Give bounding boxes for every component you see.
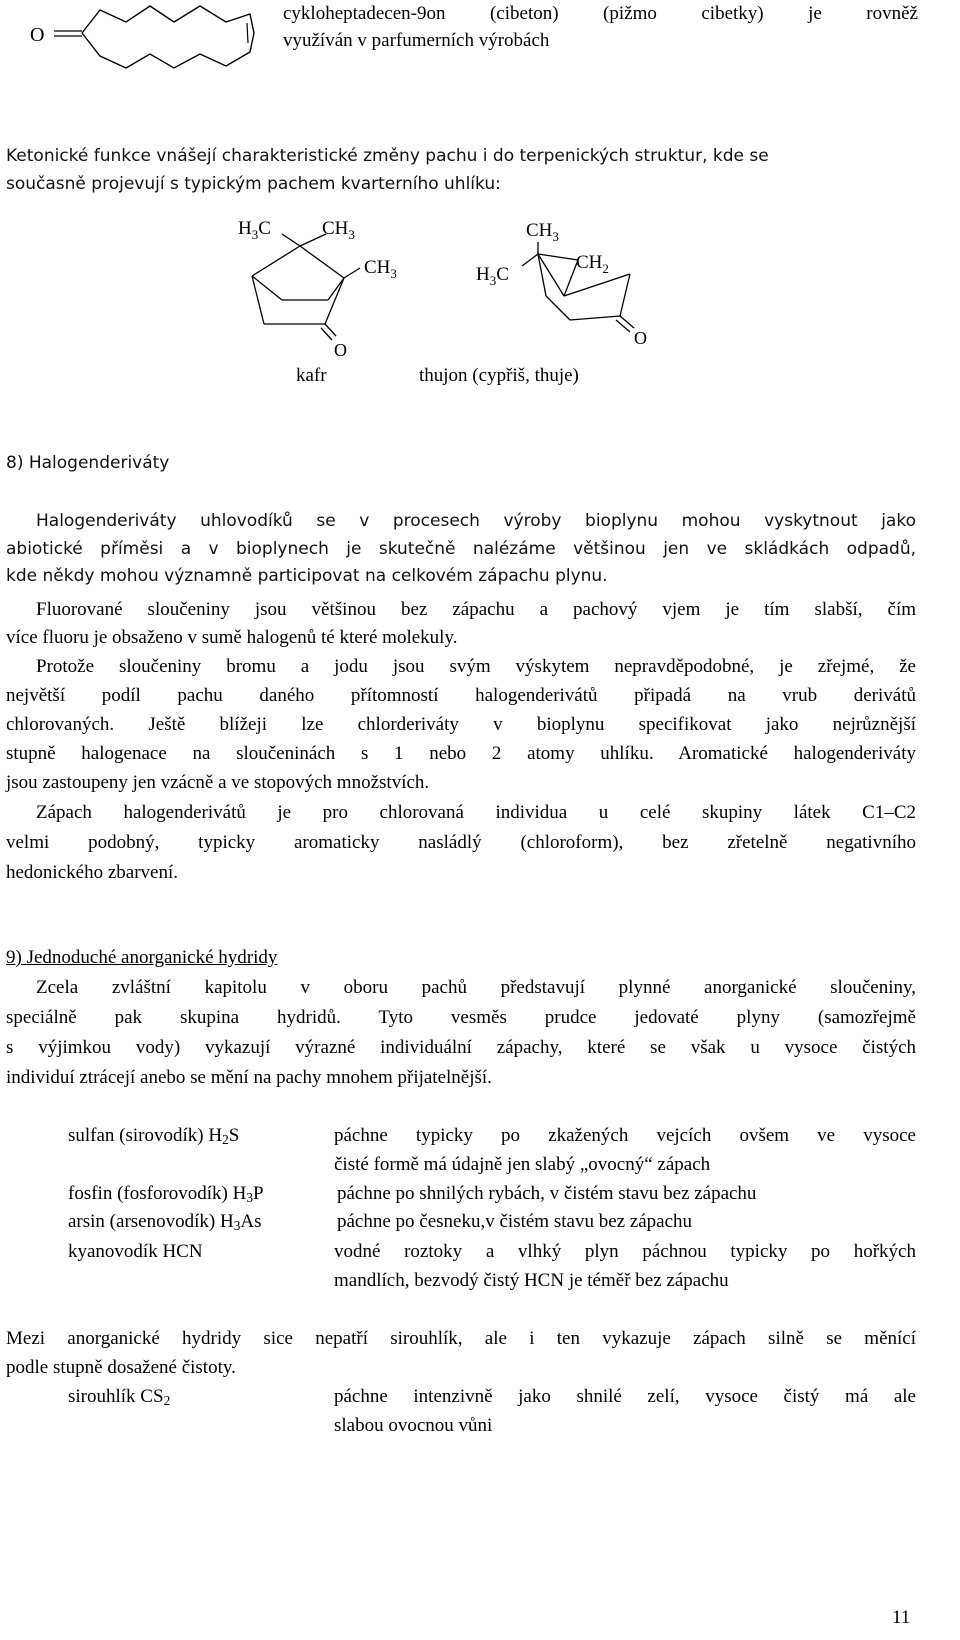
section-9-para-1-line-4: individuí ztrácejí anebo se mění na pachy mnohem přijatelnější. [6, 1067, 492, 1088]
page-number: 11 [892, 1607, 911, 1628]
hydride-sulfan-desc-2: čisté formě má údajně jen slabý „ovocný“ zápach [334, 1154, 711, 1175]
hydride-sulfan-name: sulfan (sirovodík) $H_2S$ [68, 1125, 240, 1147]
section-8-para-1-line-2: abiotické příměsi a v bioplynech je skutečně nalézáme většinou jen ve skládkách odpadů, [6, 539, 916, 559]
section-8-para-2-line-1: Fluorované sloučeniny jsou většinou bez zápachu a pachový vjem je tím slabší, čím [36, 599, 916, 620]
hydride-arsin-desc: páchne po česneku,v čistém stavu bez zápachu [337, 1211, 693, 1232]
svg-text:CH3: $CH_3$ [526, 220, 559, 244]
hydride-arsin-name: arsin (arsenovodík) $H_3As$ [68, 1211, 262, 1233]
hydride-kyanovodik-name: kyanovodík HCN [68, 1241, 203, 1262]
section-8-para-1-line-1: Halogenderiváty uhlovodíků se v procesech výroby bioplynu mohou vyskytnout jako [36, 511, 916, 531]
section-8-para-4-line-1: Zápach halogenderivátů je pro chlorovaná individua u celé skupiny látek C1–C2 [36, 802, 916, 823]
cibeton-oxygen-label: O [30, 24, 45, 46]
cs2-desc-2: slabou ovocnou vůni [334, 1415, 493, 1436]
hydride-kyanovodik-desc-2: mandlích, bezvodý čistý HCN je téměř bez zápachu [334, 1270, 729, 1291]
thujon-label: thujon (cypřiš, thuje) [419, 365, 579, 386]
section-9-para-2-line-2: podle stupně dosažené čistoty. [6, 1357, 236, 1378]
svg-text:H3C: $H_3C$ [476, 264, 509, 288]
kafr-structure [230, 210, 410, 365]
kafr-label: kafr [296, 365, 327, 386]
svg-text:H3C: $H_3C$ [238, 218, 271, 242]
cs2-name: sirouhlík $CS_2$ [68, 1386, 171, 1408]
section-9-heading: 9) Jednoduché anorganické hydridy [6, 947, 278, 968]
ketone-intro-line-1: Ketonické funkce vnášejí charakteristické změny pachu i do terpenických struktur, kde se [6, 146, 769, 166]
section-9-para-1-line-3: s výjimkou vody) vykazují výrazné individuální zápachy, které se však u vysoce čistých [6, 1037, 916, 1058]
section-8-para-3-line-3: chlorovaných. Ještě blížeji lze chlorderiváty v bioplynu specifikovat jako nejrůznější [6, 714, 916, 735]
section-8-para-4-line-2: velmi podobný, typicky aromaticky nasládlý (chloroform), bez zřetelně negativního [6, 832, 916, 853]
hydride-kyanovodik-desc-1: vodné roztoky a vlhký plyn páchnou typicky po hořkých [334, 1241, 916, 1262]
cibeton-caption-line-1: cykloheptadecen-9on (cibeton) (pižmo cibetky) je rovněž [283, 3, 918, 24]
section-9-para-1-line-1: Zcela zvláštní kapitolu v oboru pachů představují plynné anorganické sloučeniny, [36, 977, 916, 998]
section-8-para-3-line-2: největší podíl pachu daného přítomností halogenderivátů připadá na vrub derivátů [6, 685, 916, 706]
section-8-para-3-line-4: stupně halogenace na sloučeninách s 1 nebo 2 atomy uhlíku. Aromatické halogenderiváty [6, 743, 916, 764]
section-8-para-2-line-2: více fluoru je obsaženo v sumě halogenů té které molekuly. [6, 627, 458, 648]
section-8-para-1-line-3: kde někdy mohou významně participovat na celkovém zápachu plynu. [6, 566, 608, 586]
hydride-sulfan-desc-1: páchne typicky po zkažených vejcích ovšem ve vysoce [334, 1125, 916, 1146]
section-9-para-2-line-1: Mezi anorganické hydridy sice nepatří sirouhlík, ale i ten vykazuje zápach silně se měnící [6, 1328, 916, 1349]
section-8-para-4-line-3: hedonického zbarvení. [6, 862, 178, 883]
cibeton-caption-line-2: využíván v parfumerních výrobách [283, 30, 550, 51]
section-8-para-3-line-5: jsou zastoupeny jen vzácně a ve stopových množstvích. [6, 772, 430, 793]
hydride-fosfin-desc: páchne po shnilých rybách, v čistém stavu bez zápachu [337, 1183, 757, 1204]
section-8-para-3-line-1: Protože sloučeniny bromu a jodu jsou svým výskytem nepravděpodobné, je zřejmé, že [36, 656, 916, 677]
svg-text:CH2: $CH_2$ [576, 252, 609, 276]
cs2-desc-1: páchne intenzivně jako shnilé zelí, vysoce čistý má ale [334, 1386, 916, 1407]
section-8-heading: 8) Halogenderiváty [6, 453, 170, 473]
svg-text:O: O [334, 340, 347, 360]
svg-text:CH3: $CH_3$ [364, 257, 397, 281]
hydride-fosfin-name: fosfin (fosforovodík) $H_3P$ [68, 1183, 264, 1205]
svg-text:O: O [634, 328, 647, 348]
cibeton-structure [14, 0, 279, 75]
section-9-para-1-line-2: speciálně pak skupina hydridů. Tyto vesměs prudce jedovaté plyny (samozřejmě [6, 1007, 916, 1028]
thujon-structure [470, 210, 670, 355]
ketone-intro-line-2: současně projevují s typickým pachem kvarterního uhlíku: [6, 174, 501, 194]
svg-text:CH3: $CH_3$ [322, 218, 355, 242]
